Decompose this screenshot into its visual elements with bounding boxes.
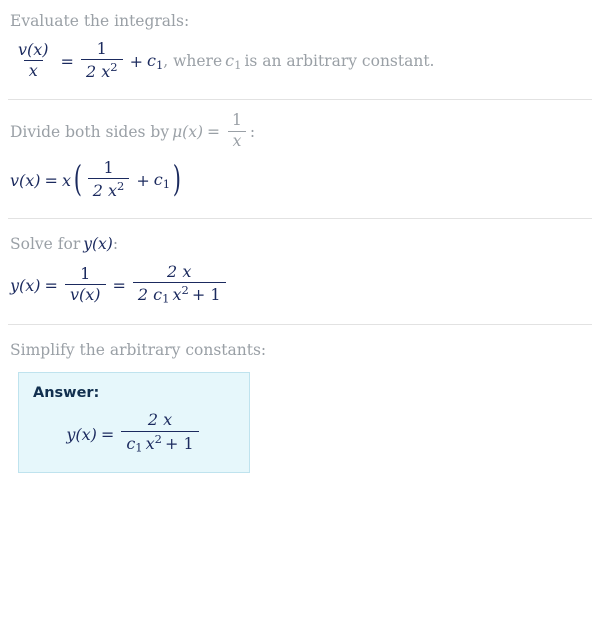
step-prompt: Simplify the arbitrary constants:: [10, 340, 267, 359]
equation-row: [10, 261, 229, 308]
constant-c1: [154, 171, 170, 191]
constant-symbol: c: [153, 170, 163, 190]
step-prompt: [10, 223, 590, 259]
fraction-numerator: 1: [103, 157, 114, 177]
trailing-text: , where: [163, 52, 223, 71]
denominator-exponent: 2: [154, 431, 162, 446]
fraction-2x-over-c1x2plus1: [121, 411, 198, 454]
fraction-numerator: 2 x: [167, 261, 192, 281]
fraction-2x-over-2c1x2plus1: [133, 263, 226, 306]
equation-row: [10, 157, 184, 202]
constant-c1-inline: [225, 52, 241, 72]
step-prompt: [10, 104, 590, 155]
fraction-denominator: [133, 282, 226, 306]
equals-sign: =: [207, 123, 221, 142]
fraction-denominator: x: [228, 131, 247, 151]
x-factor: x: [61, 171, 71, 191]
denominator-term-b: x: [145, 433, 155, 453]
answer-box: [18, 372, 250, 473]
prompt-text-post: :: [112, 235, 119, 254]
y-of-x: y(x): [83, 235, 113, 254]
fraction-numerator: 1: [232, 111, 242, 130]
mu-of-x: μ(x): [172, 123, 204, 142]
step-evaluate-integrals: [0, 0, 600, 93]
constant-subscript: 1: [162, 177, 171, 192]
constant-subscript: 1: [234, 58, 242, 73]
fraction-one-over-two-x-squared: [81, 40, 123, 82]
equals-sign: =: [100, 425, 115, 445]
equals-sign: =: [60, 52, 74, 72]
equals-sign: =: [44, 171, 58, 191]
denominator-subscript: 1: [135, 440, 143, 455]
fraction-numerator: 1: [80, 263, 91, 283]
fraction-numerator: 2 x: [147, 410, 173, 430]
denominator-term-a: 2 c: [137, 285, 163, 305]
denominator-subscript: 1: [162, 291, 170, 306]
left-paren: (: [73, 159, 82, 201]
equation-final-answer: [33, 409, 235, 456]
denominator-exponent: 2: [117, 179, 125, 194]
constant-symbol: c: [225, 51, 235, 71]
denominator-term-c: + 1: [164, 433, 194, 453]
fraction-numerator: 1: [96, 38, 107, 58]
step-simplify-constants: [0, 329, 600, 474]
prompt-text-pre: Divide both sides by: [10, 123, 170, 142]
right-paren: ): [172, 159, 182, 201]
fraction-v-over-x: [13, 41, 54, 81]
equation-evaluate-integrals: [10, 35, 590, 93]
prompt-text-post: :: [249, 123, 256, 142]
fraction-one-over-x: [227, 112, 247, 151]
denominator-exponent: 2: [181, 283, 189, 298]
plus-sign: +: [136, 171, 150, 191]
step-solve-for-y: [0, 223, 600, 318]
y-of-x: y(x): [10, 276, 41, 296]
denominator-term-c: + 1: [191, 285, 221, 305]
equation-divide-both-sides: [10, 154, 590, 212]
fraction-denominator: x: [24, 60, 43, 80]
equation-row: [10, 38, 435, 83]
prompt-row: [10, 111, 256, 153]
constant-subscript: 1: [155, 58, 164, 73]
denominator-term-a: c: [126, 433, 136, 453]
equals-sign-2: =: [112, 276, 126, 296]
fraction-one-over-v: [65, 265, 106, 305]
constant-symbol: c: [146, 51, 156, 71]
section-divider: [8, 218, 592, 219]
v-of-x: v(x): [10, 171, 41, 191]
trailing-text-2: is an arbitrary constant.: [244, 52, 435, 71]
denominator-exponent: 2: [110, 60, 118, 75]
fraction-denominator: [88, 178, 130, 200]
equation-solve-for-y: [10, 259, 590, 318]
fraction-numerator: v(x): [18, 39, 49, 59]
equals-sign-1: =: [44, 276, 58, 296]
prompt-text-pre: Solve for: [10, 235, 81, 254]
section-divider: [8, 324, 592, 325]
plus-sign: +: [129, 52, 143, 72]
step-divide-both-sides: [0, 104, 600, 212]
denominator-base: 2 x: [85, 61, 111, 81]
fraction-denominator: v(x): [65, 284, 106, 304]
fraction-one-over-two-x-squared: [88, 159, 130, 201]
denominator-term-b: x: [172, 285, 182, 305]
section-divider: [8, 99, 592, 100]
constant-c1: [147, 52, 163, 72]
step-prompt: Evaluate the integrals:: [10, 12, 190, 30]
y-of-x: y(x): [66, 425, 97, 445]
equation-row: [66, 410, 201, 456]
denominator-base: 2 x: [92, 180, 118, 200]
fraction-denominator: [81, 59, 123, 81]
fraction-denominator: [121, 431, 198, 455]
prompt-row: [10, 233, 118, 256]
answer-label: Answer:: [33, 385, 100, 402]
